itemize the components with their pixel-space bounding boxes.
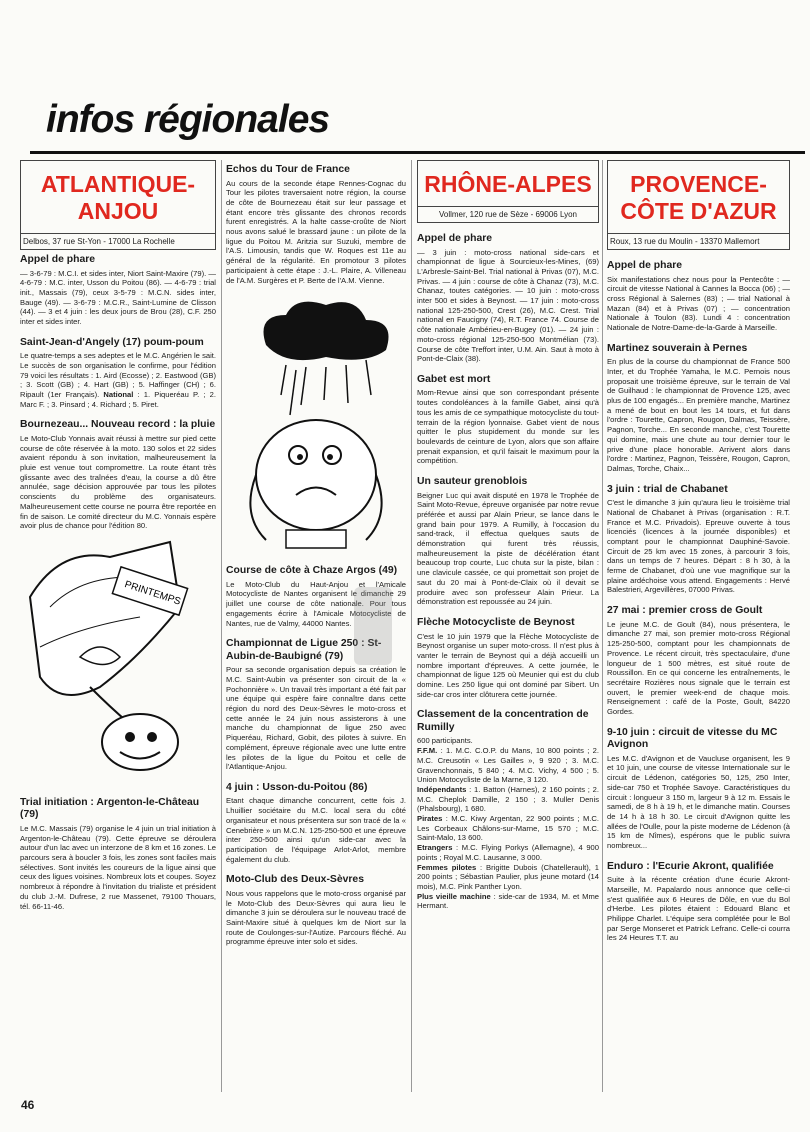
article-body: Pour sa seconde organisation depuis sa création le M.C. Saint-Aubin va présenter son circuit de la « Pochonnière ». Un travail très important a été fait par une équipe qui espère faire connaître dans cette région du nord des Deux-Sèvres le moto-cross et cette année le 24 juin nous assisterons à une manche du championnat de ligue 250 avec Piqueréau, Richard, Gobit, des pilotes à suivre. En complément, épreuve régionale avec une lutte entre les pilotes de la ligue du Poitou et celle de l'Atlantique-Anjou. [226,665,406,772]
article-heading: Moto-Club des Deux-Sèvres [226,874,364,886]
article-heading: Echos du Tour de France [226,164,350,175]
article-body: Le jeune M.C. de Goult (84), nous présentera, le dimanche 27 mai, son premier moto-cross Régional 125-250-500, comptant pour les championnats de Provence. Le récent circuit, très spectaculaire, d'une longueur de 1 500 mètres, est situé route de Roussillon. En ce qui concerne les entraînements, le secrétaire Rozières nous signale que le terrain est ouvert, le premier week-end de chaque mois. Renseignement : café de la Poste, Goult, 84220 Gordes. [607,619,790,717]
article-body: Le Moto-Club Yonnais avait réussi à mettre sur pied cette course de côte réservée à la moto. 130 solos et 22 sides avaient répondu à son invitation, malheureusement la pluie est venue tout compromettre. La route étant très glissante avec des traînées d'eau, la course a dû être annulée, sage décision approuvée par tous les pilotes conscients du problème des organisateurs. Malheureusement cette course ne pourra être reportée en fin de saison. Le comité directeur du M.C. Yonnais espère avoir plus de chance pour l'édition 80. [20,433,216,531]
article-body: — 3-6-79 : M.C.I. et sides inter, Niort Saint-Maxire (79). — 4-6-79 : M.C. inter, Usson du Poitou (86). — 4-6-79 : trial init., Massais (79), ceux 3-5-79 : M.C.N. sides inter, Bauge (49). — 3-6-79 : M.C.R., Saint-Lumine de Clisson (44). — 3 et 4 juin : les deux jours de Brou (28), C.F. 250 inter et sides inter. [20,268,216,327]
article-heading: Martinez souverain à Pernes [607,342,748,354]
article-heading: Un sauteur grenoblois [417,476,528,488]
article-heading: Trial initiation : Argenton-le-Château (79) [20,796,200,821]
article-body: Au cours de la seconde étape Rennes-Cognac du Tour les pilotes traversaient notre région, la course de côte de Bournezeau était sur leur passage et étant encore très glissante des chronos records furent enregistrés. A la halte casse-croûte de Niort nous avons salué le brassard jaune : un pilote de la ligue du Poitou M. Aritzia sur Suzuki, membre de l'A.S. Limousin, tandis que W. Roques est 11e au général de la régularité. En promotour 3 pilotes participaient à cette étape : J.-L. Plaire, A. Villeneau de l'A.M. Surgères et P. Berte de l'A.M. Vienne. [226,178,406,285]
article-heading: Saint-Jean-d'Angely (17) poum-poum [20,336,204,348]
region-title: PROVENCE-CÔTE D'AZUR [620,171,777,224]
article-body: Nous vous rappelons que le moto-cross organisé par le Moto-Club des Deux-Sèvres qui aura lieu le dimanche 3 juin se déroulera sur le nouveau tracé de Saint-Maxire situé à quelques km de Niort sur la route de Coulonges-sur-l'Autize. Parcours fléché. Au programme épreuve inter solo et sides. [226,888,406,947]
page-number: 46 [21,1098,35,1112]
region-box-atlantique [20,160,216,250]
column-atlantique [20,160,216,1112]
article-heading: 9-10 juin : circuit de vitesse du MC Avignon [607,726,778,751]
column-divider [602,160,603,1092]
article-heading: Appel de phare [607,260,683,271]
article-body: Le M.C. Massais (79) organise le 4 juin un trial initiation à Argenton-le-Château (79). Cette épreuve se déroulera autour d'un lac avec un interzone de 8 km et 16 zones. Le parcours sera à boucler 3 fois, les zones sont faciles mais sélectives. Sont invités les coureurs de la ligue ainsi que ceux des ligues voisines. Nombreux lots et coupes. Soyez nombreux à répondre à l'invitation du trialiste et président du club J.-M. Dufrese, 2 rue Massenet, 79100 Thouars, tél. 66-11-46. [20,823,216,911]
article-heading: Classement de la concentration de Rumilly [417,709,589,733]
region-address: Vollmer, 120 rue de Sèze - 69006 Lyon [418,206,598,222]
article-heading: Appel de phare [20,254,96,265]
title-rule [30,151,805,154]
article-heading: Course de côte à Chaze Argos (49) [226,565,398,577]
column-provence [607,160,790,1112]
article-heading: 27 mai : premier cross de Goult [607,605,763,617]
article-body: Etant chaque dimanche concurrent, cette fois J. Lhuillier sociétaire du M.C. local sera du côté organisateur et nous présentera sur son tracé de la « Cenebrière » un M.C.N. 125-250-500 et une épreuve inter 250-500 ainsi qu'un side-car avec la participation de l'équipage Arlot-Arlot, membre également du club. [226,796,406,864]
article-body: C'est le dimanche 3 juin qu'aura lieu le troisième trial National de Chabanet à Privas (organisation : R.T. France et M.C. Privadois). Epreuve ouverte à tous licenciés (licences à la journée disponibles) et comptant pour le championnat Dauphiné-Savoie. Circuit de 25 km avec 15 zones, à parcourir 3 fois, dans un temps de 7 heures. Départ : 8 h 30, à la ferme de Chabanet, d'où une vue magnifique sur la plaine ardéchoise vous attend. Engagements : Hervé Balestrieri, Argevillères, 07000 Privas. [607,498,790,595]
article-heading: Appel de phare [417,233,493,244]
article-body: Le Moto-Club du Haut-Anjou et l'Amicale Motocycliste de Nantes organisent le dimanche 29 juillet une course de côte nationale. Pour tous engagements écrire à l'Amicale Motocycliste de Nantes, rue de Valmy, 44000 Nantes. [226,579,406,628]
region-address: Delbos, 37 rue St-Yon - 17000 La Rochelle [21,233,215,249]
column-divider [411,160,412,1092]
article-body: 600 participants. F.F.M. : 1. M.C. C.O.P. du Mans, 10 800 points ; 2. M.C. Creusotin « Les Gailles », 9 920 ; 3. M.C. Gravenchonnais, 5 840 ; 4. M.C. Vichy, 4 500 ; 5. Union Motocycliste de la Marne, 3 120. Indépendants : 1. Batton (Harnes), 2 160 points ; 2. M.C. Cheplok Damille, 2 150 ; 3. Muller Denis (Phalsbourg), 1 680. Pirates : M.C. Kiwy Argentan, 22 900 points ; M.C. Les Corbeaux Châlons-sur-Marne, 15 570 ; M.C. Saint-Malo, 13 600. Etrangers : M.C. Flying Porkys (Allemagne), 4 900 points ; Royal M.C. Lausanne, 3 000. Femmes pilotes : Brigitte Dubois (Chatellerault), 1 200 points ; Sébastian Paulier, plus jeune motard (14 mois), M.C. Pink Panther Lyon. Plus vieille machine : side-car de 1934, M. et Mme Hermant. [417,736,599,911]
region-address: Roux, 13 rue du Moulin - 13370 Mallemort [608,233,789,249]
page-title: infos régionales [46,98,330,141]
article-heading: Gabet est mort [417,373,491,385]
region-box-rhone-alpes [417,160,599,223]
article-body: C'est le 10 juin 1979 que la Flèche Motocycliste de Beynost organise un super moto-cross. Il n'est plus à vanter le terrain de Beynost qui a déjà accueilli un nombre important d'épreuves. A cette journée, le championnat de ligue 125 où Meunier qui est du club domine. Les 250 ligue qui ont dominé par Sibert. Un side-car cros inter clôturera cette journée. [417,631,599,699]
article-body: Suite à la récente création d'une écurie Akront-Marseille, M. Papalardo nous annonce que celle-ci s'est qualifiée aux 6 Heures de Dôle, en vue du Bol d'Herbe. Les pilotes étaient : Edouard Blanc et Philippe Charlet. L'équipe sera complétée pour le Bol par Serge Monseret et Patrick Lefranc. Celle-ci courra les 24 Heures T.T. au [607,875,790,943]
article-heading: Bournezeau... Nouveau record : la pluie [20,419,216,431]
watermark-logo [352,585,394,667]
article-heading: 4 juin : Usson-du-Poitou (86) [226,781,368,793]
article-body: Le quatre-temps a ses adeptes et le M.C. Angérien le sait. Le succès de son organisation le confirme, pour l'édition 79 voici les résultats : 1. Aird (Ecosse) ; 2. Eastwood (GB) ; 3. Scott (GB) ; 4. Hart (GB) ; 5. Haffinger (CH) ; 6. Ripault (1er Français). National : 1. Piqueréau P. ; 2. Marc F. ; 3. Pinsard ; 4. Richard ; 5. Piret. [20,351,216,409]
article-heading: 3 juin : trial de Chabanet [607,483,728,495]
article-body: Mom-Revue ainsi que son correspondant présente toutes condoléances à la famille Gabet, ainsi qu'à tous les amis de ce sympathique motocycliste du tout-terrain de la région lyonnaise. Gabet vient de nous quitter le plus stupidement du monde sur les boulevards de ceinture de Lyon, alors que son affaire prenait expansion, et qu'il faisait le maximum pour la compétition. [417,388,599,466]
article-body: — 3 juin : moto-cross national side-cars et championnat de ligue à Sourcieux-les-Mines, (69) L'Arbresle-Saint-Bel. Trial national à Privas (07), M.C. Privas. — 4 juin : course de côte à Chanaz (73), M.C. Chanaz, toutes catégories. — 10 juin : moto-cross inter 500 et sides à Beynost. — 17 juin : moto-cross national 125-250-500, Crest (26), M.C. Crest. Trial national en Faucigny (74), R.T. France 74. Course de côte nationale Ambérieu-en-Bugey (01). — 24 juin : moto-cross régional 125-250-500 Montmélian (73). Course de côte Treffort inter, U.M. Ain. Saut à moto à Pont-de-Claix (38). [417,247,599,364]
article-heading: Flèche Motocycliste de Beynost [417,617,575,628]
article-body: Beigner Luc qui avait disputé en 1978 le Trophée de Saint Moto-Revue, épreuve organisée par notre revue préférée et aussi par Alain Prieur, se lance dans le grand bain pour 1979. A Rumilly, à l'occasion du sand-track, il effectua quelques sauts de démonstration qui furent très réussis, malheureusement la piste de décélération étant beaucoup trop courte, Luc chuta sur la piste, bilan : une clavicule cassée, ce qui promettait son projet de saut du 20 mai à Pont-de-Claix où il devait se produire avec son professeur Alain Prieur. La démonstration est repoussée au 24 juin. [417,490,599,607]
article-heading: Enduro : l'Ecurie Akront, qualifiée [607,860,774,872]
column-divider [221,160,222,1092]
article-body: Les M.C. d'Avignon et de Vaucluse organisent, les 9 et 10 juin, une course de vitesse Internationale sur le circuit de Lédenon, catégories 50, 125, 250 Inter, side-car 750 et Trophée Savoye. Caractéristiques du circuit : longueur 3 150 m, largeur 9 à 12 m. Essais le samedi, de 8 h à 19 h, et le dimanche matin. Courses de 14 h à 18 h 30. Le circuit d'Avignon quitte les allées de l'Oulle, pour la piste moderne de Lédenon (à 15 km de Nîmes), espérons que le public suivra nombreux... [607,753,790,851]
cartoon-rain-cloud-illustration [226,295,406,555]
sign-label: PRINTEMPS [123,579,182,608]
region-title: ATLANTIQUE-ANJOU [40,171,196,224]
article-heading: Championnat de Ligue 250 : St-Aubin-de-Baubigné (79) [226,638,382,662]
article-body: Six manifestations chez nous pour la Pentecôte : — circuit de vitesse National à Cannes la Bocca (06) ; — cross Régional à Salernes (83) ; — trial National à Mazan (84) et à Privas (07) ; — concentration Nationale à Toulon (83). Lundi 4 : concentration Nationale de Notre-Dame-de-la-Garde à Marseille. [607,274,790,333]
cartoon-printemps-illustration [20,537,216,787]
region-title: RHÔNE-ALPES [424,171,592,197]
column-rhone-alpes [417,160,599,1112]
region-box-provence [607,160,790,250]
article-body: En plus de la course du championnat de France 500 Inter, et du Trophée Yamaha, le M.C. Pernois nous proposait une troisième épreuve, sur le terrain de Val de Guilhaud : le championnat de Provence 125, avec plus de 100 engagés... En première manche, Martinez a mené de bout en bout les 14 tours, et fut dans l'ordre : Tourette, Capron, Rougon, Dalmas, Teissère, Pagnon, Torche... En seconde manche, c'est Tourette qui domine, mais une chute au tour dernier tour le prive d'une place honorable. Arrivent alors dans l'ordre : Martinez, Pagnon, Teissère, Rougon, Capron, Dalmas, Torche, Chaix... [607,357,790,473]
